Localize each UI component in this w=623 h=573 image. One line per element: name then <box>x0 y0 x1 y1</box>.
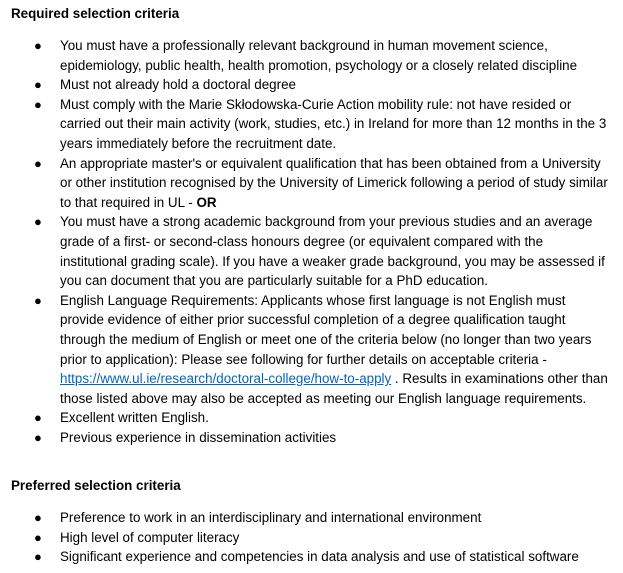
list-item <box>0 36 623 75</box>
list-item-text: Previous experience in dissemination activities <box>60 429 337 445</box>
list-item <box>0 291 623 409</box>
list-item-text: High level of computer literacy <box>60 529 240 545</box>
list-item-text: English Language Requirements: Applicants whose first language is not English must provide evidence of either prior successful completion of a degree qualification taught through the medium of English or meet one of the criteria below (no longer than two years prior to application): Please see following for further details on acceptable criteria - <box>60 292 592 367</box>
how-to-apply-link[interactable]: https://www.ul.ie/research/doctoral-college/how-to-apply <box>60 371 392 387</box>
bullet-icon: ● <box>34 510 42 525</box>
bullet-icon: ● <box>34 155 42 171</box>
bullet-icon: ● <box>34 96 42 112</box>
bullet-icon: ● <box>34 214 42 230</box>
list-item <box>0 154 623 213</box>
bullet-icon: ● <box>34 429 42 445</box>
list-item-text: An appropriate master's or equivalent qualification that has been obtained from a University or other institution recognised by the University of Limerick following a period of study similar to that required in UL - <box>60 155 608 210</box>
list-item <box>0 95 623 154</box>
preferred-criteria-list <box>0 508 623 567</box>
list-item-text: You must have a professionally relevant background in human movement science, epidemiology, public health, health promotion, psychology or a closely related discipline <box>60 38 578 73</box>
list-item-text: Significant experience and competencies in data analysis and use of statistical software <box>60 549 579 565</box>
list-item-text: Must not already hold a doctoral degree <box>60 77 296 93</box>
list-item-text: You must have a strong academic background from your previous studies and an average grade of a first- or second-class honours degree (or equivalent compared with the institutional grading scale). If you have a weaker grade background, you may be assessed if you can document that you are particularly suitable for a PhD education. <box>60 214 605 289</box>
list-item <box>0 212 623 290</box>
bullet-icon: ● <box>34 410 42 426</box>
list-item <box>0 547 623 567</box>
required-criteria-list <box>0 36 623 447</box>
list-item <box>0 75 623 95</box>
list-item-text: Excellent written English. <box>60 410 209 426</box>
list-item <box>0 528 623 548</box>
list-item <box>0 408 623 428</box>
or-label: OR <box>196 194 217 210</box>
list-item-text: Preference to work in an interdisciplinary and international environment <box>60 510 482 525</box>
preferred-criteria-heading: Preferred selection criteria <box>11 478 181 493</box>
list-item-text: . Results in examinations other than those listed above may also be accepted as meeting our English language requirements. <box>60 371 608 406</box>
bullet-icon: ● <box>34 292 42 308</box>
list-item <box>0 508 623 528</box>
list-item-text: Must comply with the Marie Skłodowska-Curie Action mobility rule: not have resided or carried out their main activity (work, studies, etc.) in Ireland for more than 12 months in the 3 years immediately before the recruitment date. <box>60 96 607 151</box>
bullet-icon: ● <box>34 77 42 93</box>
bullet-icon: ● <box>34 549 42 565</box>
list-item <box>0 428 623 448</box>
bullet-icon: ● <box>34 529 42 545</box>
bullet-icon: ● <box>34 38 42 53</box>
required-criteria-heading: Required selection criteria <box>11 6 180 21</box>
